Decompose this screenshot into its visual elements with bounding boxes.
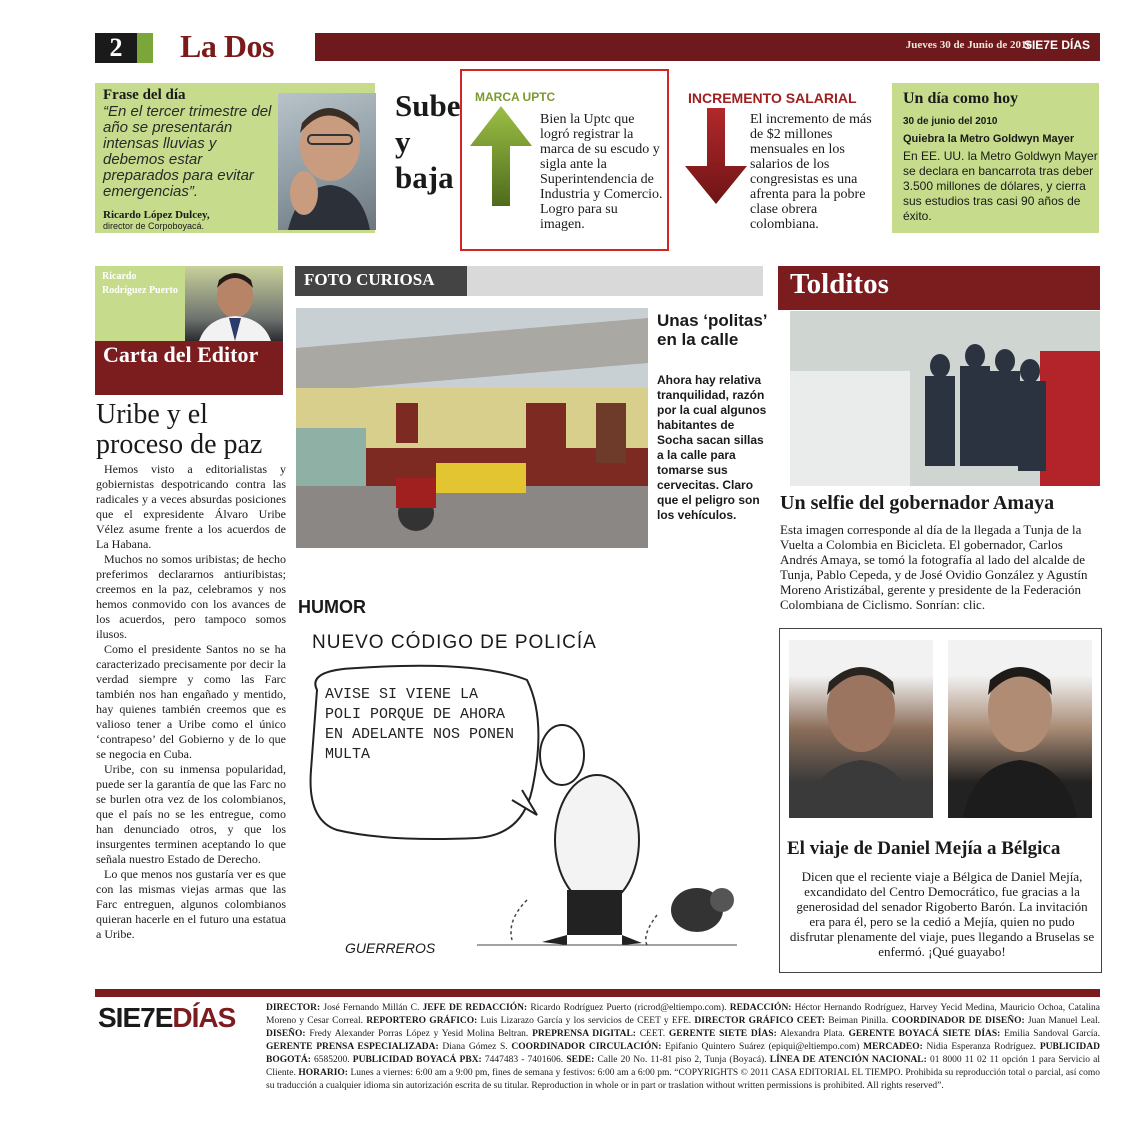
viaje-portrait-2	[948, 640, 1092, 818]
frase-portrait-photo	[278, 93, 376, 230]
credit-key: GERENTE PRENSA ESPECIALIZADA:	[266, 1042, 439, 1052]
credits-list	[266, 1003, 1100, 1078]
credit-key: REPORTERO GRÁFICO:	[366, 1016, 478, 1026]
credit-value: Emilia Sandoval García.	[1000, 1029, 1101, 1039]
section-title: La Dos	[180, 28, 274, 64]
marca-uptc-text: Bien la Uptc que logró registrar la marca de su escudo y sigla ante la Superintendencia de Industria y Comercio. Logro para su imagen.	[540, 112, 663, 232]
footer-bar	[95, 989, 1100, 997]
marca-uptc-label: MARCA UPTC	[475, 90, 556, 104]
header-date: Jueves 30 de Junio de 2016	[905, 39, 1032, 51]
credit-value: Luis Lizarazo García y los servicios de CEET y EFE.	[477, 1016, 695, 1026]
carta-paragraph: Lo que menos nos gustaría ver es que con las mismas viejas armas que las Farc entreguen, algunos colombianos quieran hacerle en el futuro una estatua a Uribe.	[96, 867, 286, 941]
carta-paragraph: Muchos no somos uribistas; de hecho preferimos declararnos antiuribistas; creemos en la paz, celebramos y nos hemos conmovido con los avances de los acuerdos, pero tampoco somos ilusos.	[96, 552, 286, 641]
credit-value: José Fernando Millán C.	[320, 1003, 423, 1013]
dia-como-hoy-title: Un día como hoy	[903, 90, 1019, 107]
credit-key: COORDINADOR CIRCULACIÓN:	[511, 1042, 662, 1052]
credit-key: PREPRENSA DIGITAL:	[532, 1029, 636, 1039]
carta-body	[96, 462, 286, 942]
crowd-silhouette	[790, 311, 1100, 486]
frase-title: Frase del día	[103, 87, 186, 103]
cartoon-speech-bubble: AVISE SI VIENE LA POLI PORQUE DE AHORA EN ADELANTE NOS PONEN MULTA	[325, 686, 515, 763]
credit-value: Epifanio Quintero Suárez (epiqui@eltiempo.com)	[661, 1042, 864, 1052]
carta-author-photo	[185, 266, 283, 341]
portrait-silhouette	[278, 93, 376, 230]
credit-value: 6585200.	[310, 1055, 353, 1065]
credit-key: COORDINADOR DE DISEÑO:	[891, 1016, 1025, 1026]
dia-como-hoy-text: En EE. UU. la Metro Goldwyn Mayer se declara en bancarrota tras deber 3.500 millones de dólares, y cierra sus estudios tras casi 90 años de éxito.	[903, 149, 1098, 223]
portrait-silhouette-2	[948, 640, 1092, 818]
credit-key: MERCADEO:	[863, 1042, 923, 1052]
selfie-title: Un selfie del gobernador Amaya	[780, 492, 1055, 514]
humor-caption: NUEVO CÓDIGO DE POLICÍA	[312, 632, 597, 653]
credit-value: Nidia Esperanza Rodríguez.	[922, 1042, 1040, 1052]
credit-key: DISEÑO:	[266, 1029, 306, 1039]
frase-quote: “En el tercer trimestre del año se presentarán intensas lluvias y debemos estar preparados para evitar emergencias”.	[103, 103, 272, 200]
footer-logo-b: DÍAS	[172, 1002, 236, 1033]
editor-silhouette	[185, 266, 283, 341]
up-arrow-icon	[470, 106, 532, 206]
unas-politas-title: Unas ‘politas’ en la calle	[657, 311, 767, 349]
credit-value: Calle 20 No. 11-81 piso 2, Tunja (Boyacá).	[594, 1055, 770, 1065]
street-scene-illustration	[296, 308, 648, 548]
incremento-salarial-text: El incremento de más de $2 millones mensuales en los salarios de los congresistas es una afrenta para la pobre clase obrera colombiana.	[750, 112, 872, 232]
page-number: 2	[95, 33, 137, 63]
credit-value: Héctor Hernando Rodríguez, Harvey Yecid Medina, Mauricio Ochoa, Catalina Moreno y Cesar Correal.	[266, 1003, 1100, 1026]
sube-y-baja-title: Sube y baja	[395, 88, 461, 195]
carta-label: Carta del Editor	[103, 342, 259, 367]
down-arrow-icon	[685, 108, 747, 204]
credit-value: Diana Gómez S.	[438, 1042, 512, 1052]
carta-paragraph: Uribe, con su inmensa popularidad, puede ser la garantía de que las Farc no se burlen otra vez de los colombianos, que el país no se les entregue, como han denunciado otros, y que los insurgentes terminen aceptando lo que señala nuestro Estado de Derecho.	[96, 762, 286, 866]
cartoon-signature: GUERREROS	[345, 940, 436, 956]
foto-curiosa-label: FOTO CURIOSA	[304, 270, 435, 289]
tolditos-selfie-photo	[790, 311, 1100, 486]
credit-key: DIRECTOR GRÁFICO CEET:	[694, 1016, 826, 1026]
viaje-portrait-1	[789, 640, 933, 818]
credit-value: CEET.	[635, 1029, 669, 1039]
selfie-text: Esta imagen corresponde al día de la llegada a Tunja de la Vuelta a Colombia en Bicicleta. El gobernador, Carlos Andrés Amaya, se tomó la fotografía al lado del alcalde de Tunja, Pablo Cepeda, y de José Ovidio González y Agustín Moreno Aristizábal, gerente y presidente de la Federación Colombiana de Ciclismo. Sonrían: clic.	[780, 522, 1088, 612]
credit-value: Juan Manuel Leal.	[1024, 1016, 1101, 1026]
credit-key: DIRECTOR:	[266, 1003, 321, 1013]
footer-credits	[266, 1002, 1100, 1093]
footer-logo-a: SIE7E	[98, 1002, 173, 1033]
credit-value: Beiman Pinilla.	[825, 1016, 892, 1026]
credit-value: Fredy Alexander Porras López y Yesid Molina Beltran.	[305, 1029, 533, 1039]
credit-value: Lunes a viernes: 6:00 am a 9:00 pm, fines de semana y festivos: 6:00 am a 6:00 pm.	[347, 1068, 675, 1078]
carta-author-name: Ricardo Rodríguez Puerto	[102, 271, 178, 296]
frase-role: director de Corpoboyacá.	[103, 221, 205, 231]
credit-key: SEDE:	[566, 1055, 595, 1065]
dia-como-hoy-date: 30 de junio del 2010	[903, 116, 998, 127]
credit-key: PUBLICIDAD BOGOTÁ:	[266, 1042, 1101, 1065]
credit-value: Ricardo Rodríguez Puerto (ricrod@eltiempo.com).	[527, 1003, 730, 1013]
credit-value: 01 8000 11 02 11 opción 1 para Servicio al Cliente.	[266, 1055, 1100, 1078]
carta-paragraph: Como el presidente Santos no se ha caracterizado precisamente por decir la verdad siempre y como las Farc también nos han engañado y mentido, hay quienes también creemos que es valioso tener a Uribe como el único ‘contrapeso’ del Gobierno y de lo que se negocia en Cuba.	[96, 642, 286, 761]
credit-key: GERENTE BOYACÁ SIETE DÍAS:	[848, 1029, 1001, 1039]
credit-key: REDACCIÓN:	[729, 1003, 792, 1013]
credit-key: JEFE DE REDACCIÓN:	[422, 1003, 528, 1013]
footer-logo	[98, 1003, 235, 1033]
credit-value: Alexandra Plata.	[776, 1029, 849, 1039]
viaje-text: Dicen que el reciente viaje a Bélgica de Daniel Mejía, excandidato del Centro Democrático, fue gracias a la generosidad del senador Rigoberto Barón. La invitación era para él, pero se la cedió a Mejía, quien no pudo disfrutar plenamente del viaje, pues llegando a Bruselas se enfermó. ¡Qué guayabo!	[789, 869, 1095, 959]
credit-key: HORARIO:	[298, 1068, 348, 1078]
viaje-title: El viaje de Daniel Mejía a Bélgica	[787, 838, 1061, 859]
credit-key: GERENTE SIETE DÍAS:	[668, 1029, 777, 1039]
frase-author: Ricardo López Dulcey,	[103, 209, 210, 221]
tolditos-label: Tolditos	[790, 268, 889, 300]
credit-value: 7447483 - 7401606.	[481, 1055, 567, 1065]
credit-key: LÍNEA DE ATENCIÓN NACIONAL:	[769, 1055, 927, 1065]
page-number-accent	[137, 33, 153, 63]
carta-paragraph: Hemos visto a editorialistas y gobiernistas despotricando contra las radicales y a veces absurdas posiciones que el expresidente Álvaro Uribe Vélez asume frente a los acuerdos de La Habana.	[96, 462, 286, 551]
incremento-salarial-label: INCREMENTO SALARIAL	[688, 90, 857, 106]
humor-label: HUMOR	[298, 597, 366, 617]
carta-title: Uribe y el proceso de paz	[96, 399, 263, 460]
foto-curiosa-photo	[296, 308, 648, 548]
unas-politas-text: Ahora hay relativa tranquilidad, razón por la cual algunos habitantes de Socha sacan sillas a la calle para tomarse sus cervecitas. Claro que el peligro son los vehículos.	[657, 373, 767, 522]
portrait-silhouette-1	[789, 640, 933, 818]
dia-como-hoy-subtitle: Quiebra la Metro Goldwyn Mayer	[903, 133, 1075, 145]
footer-copyright: “COPYRIGHTS © 2011 CASA EDITORIAL EL TIEMPO. Prohibida su reproducción total o parcial, así como su traducción a cualquier idioma sin autorización escrita de su titular. Reproduction in whole or in part or traslation without written permissions is prohibited. All rights reserved”.	[266, 1068, 1100, 1091]
credit-key: PUBLICIDAD BOYACÁ PBX:	[352, 1055, 482, 1065]
header-brand: SIE7E DÍAS	[1023, 38, 1090, 52]
